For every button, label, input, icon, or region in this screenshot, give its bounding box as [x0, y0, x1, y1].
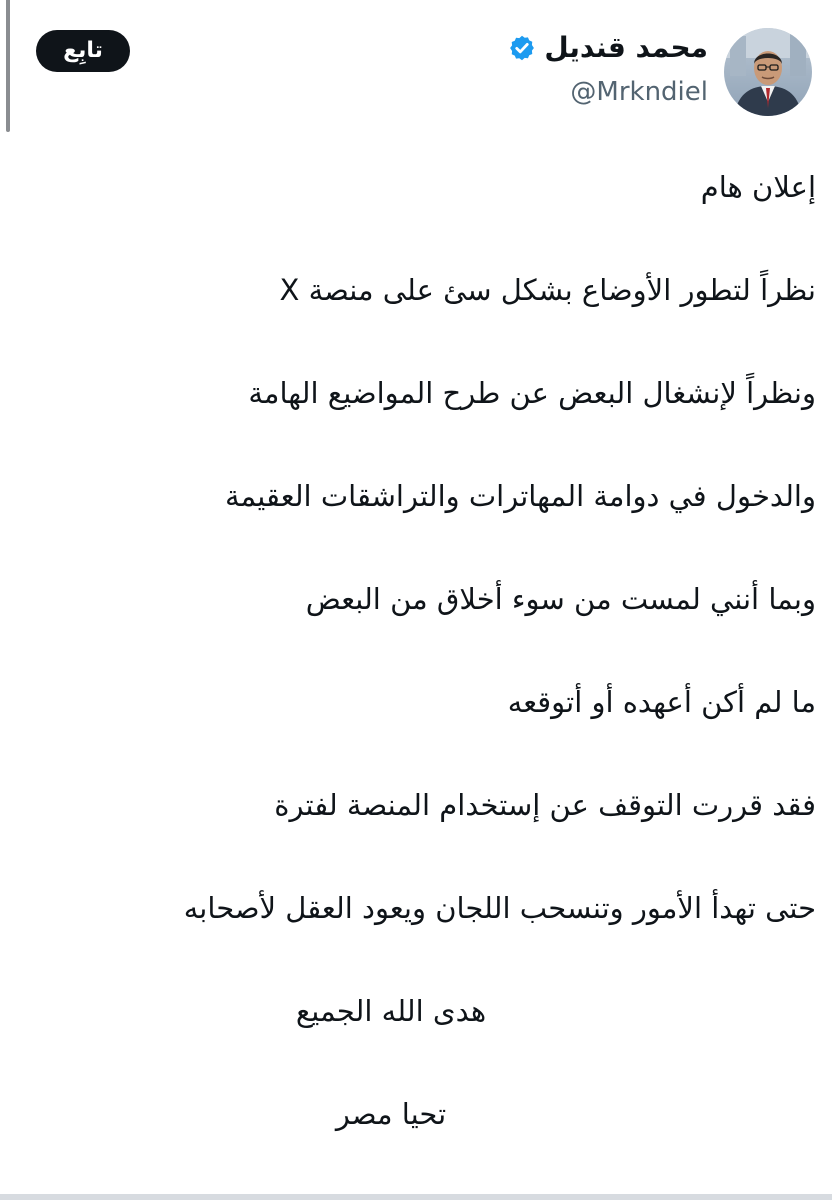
tweet-line-3: ونظراً لإنشغال البعض عن طرح المواضيع الهامة — [248, 376, 816, 410]
tweet-text — [36, 160, 816, 1190]
name-row — [508, 28, 708, 68]
bottom-divider — [0, 1194, 832, 1200]
tweet-line-6: ما لم أكن أعهده أو أتوقعه — [507, 685, 816, 719]
tweet-line-2: نظراً لتطور الأوضاع بشكل سئ على منصة X — [279, 273, 816, 307]
avatar[interactable] — [724, 28, 812, 116]
scroll-indicator — [6, 0, 10, 132]
tweet-line-7: فقد قررت التوقف عن إستخدام المنصة لفترة — [274, 788, 816, 822]
user-info[interactable] — [508, 28, 708, 112]
profile-photo-icon — [724, 28, 812, 116]
user-handle[interactable]: @Mrkndiel — [570, 77, 708, 107]
display-name[interactable]: محمد قنديل — [544, 31, 708, 64]
tweet-line-4: والدخول في دوامة المهاترات والتراشقات العقيمة — [224, 479, 816, 513]
tweet-line-1: إعلان هام — [700, 170, 816, 204]
tweet-line-9: هدى الله الجميع — [295, 994, 487, 1028]
tweet-header — [36, 28, 812, 118]
tweet-line-10: تحيا مصر — [335, 1097, 447, 1131]
verified-badge-icon — [508, 34, 536, 62]
tweet-line-5: وبما أنني لمست من سوء أخلاق من البعض — [305, 582, 816, 616]
tweet-line-8: حتى تهدأ الأمور وتنسحب اللجان ويعود العقل لأصحابه — [183, 891, 816, 925]
follow-button[interactable]: تابِع — [36, 30, 130, 72]
